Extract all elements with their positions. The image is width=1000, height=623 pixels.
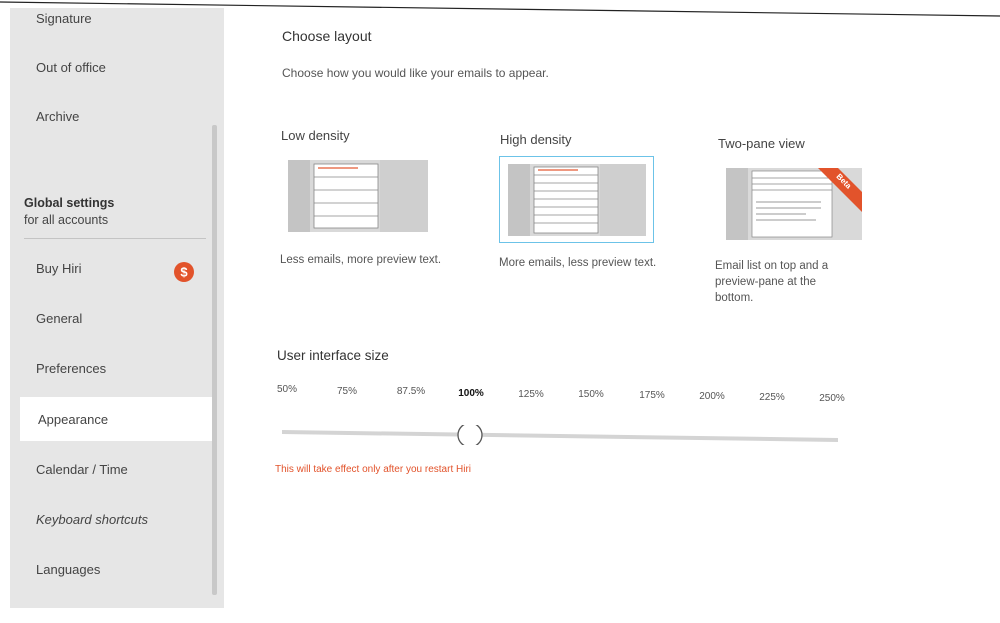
restart-warning: This will take effect only after you restart Hiri xyxy=(275,464,471,475)
ui-size-tick[interactable]: 150% xyxy=(578,389,604,400)
global-settings-title: Global settings xyxy=(24,196,115,210)
settings-sidebar xyxy=(10,8,224,608)
ui-size-tick[interactable]: 87.5% xyxy=(396,386,426,397)
sidebar-item-preferences[interactable] xyxy=(10,346,202,390)
ui-size-tick[interactable]: 50% xyxy=(276,384,298,395)
choose-layout-description: Choose how you would like your emails to appear. xyxy=(282,66,549,80)
ui-size-tick[interactable]: 225% xyxy=(759,392,785,403)
ui-size-tick[interactable]: 175% xyxy=(639,390,665,401)
sidebar-item-label: Appearance xyxy=(38,411,109,427)
sidebar-item-general[interactable] xyxy=(10,296,202,340)
ui-size-slider[interactable] xyxy=(282,425,838,445)
sidebar-item-out-of-office[interactable] xyxy=(10,45,202,89)
sidebar-item-label: Archive xyxy=(36,108,80,124)
sidebar-item-label: General xyxy=(36,310,83,326)
sidebar-item-label: Calendar / Time xyxy=(36,461,128,477)
sidebar-item-label: Out of office xyxy=(36,59,106,75)
slider-thumb[interactable] xyxy=(458,425,482,445)
two-pane-view-thumbnail[interactable] xyxy=(726,168,862,240)
beta-ribbon-label: Beta xyxy=(834,171,854,191)
choose-layout-heading: Choose layout xyxy=(282,28,372,44)
low-density-thumbnail[interactable] xyxy=(288,160,428,232)
sidebar-item-appearance[interactable] xyxy=(20,397,212,441)
ui-size-tick-selected[interactable]: 100% xyxy=(458,388,484,399)
ui-size-heading: User interface size xyxy=(277,348,389,363)
high-density-title: High density xyxy=(500,132,572,147)
sidebar-item-archive[interactable] xyxy=(10,94,202,138)
sidebar-item-keyboard-shortcuts[interactable] xyxy=(10,497,202,541)
ui-size-tick[interactable]: 125% xyxy=(518,389,544,400)
two-pane-view-title: Two-pane view xyxy=(718,136,805,151)
slider-track[interactable] xyxy=(282,432,838,440)
ui-size-tick[interactable]: 250% xyxy=(819,393,845,404)
sidebar-item-label: Languages xyxy=(36,561,101,577)
ui-size-tick[interactable]: 200% xyxy=(699,391,725,402)
sidebar-item-label: Preferences xyxy=(36,360,107,376)
sidebar-item-label: Signature xyxy=(36,10,92,26)
low-density-description: Less emails, more preview text. xyxy=(280,254,442,266)
sidebar-scrollbar[interactable] xyxy=(212,125,217,595)
sidebar-item-calendar-time[interactable] xyxy=(10,447,202,491)
global-settings-subtitle: for all accounts xyxy=(24,213,109,227)
low-density-title: Low density xyxy=(281,128,350,143)
sidebar-item-languages[interactable] xyxy=(10,547,202,591)
sidebar-item-signature[interactable] xyxy=(10,0,202,40)
sidebar-divider xyxy=(24,238,206,239)
sidebar-item-label: Keyboard shortcuts xyxy=(36,511,149,527)
two-pane-view-description: Email list on top and a preview-pane at the bottom. xyxy=(715,260,829,304)
sidebar-item-label: Buy Hiri xyxy=(36,260,82,276)
ui-size-tick[interactable]: 75% xyxy=(336,386,358,397)
dollar-badge-icon xyxy=(173,261,195,283)
high-density-thumbnail[interactable] xyxy=(500,157,653,242)
badge-symbol: $ xyxy=(180,264,188,280)
high-density-description: More emails, less preview text. xyxy=(499,257,657,269)
